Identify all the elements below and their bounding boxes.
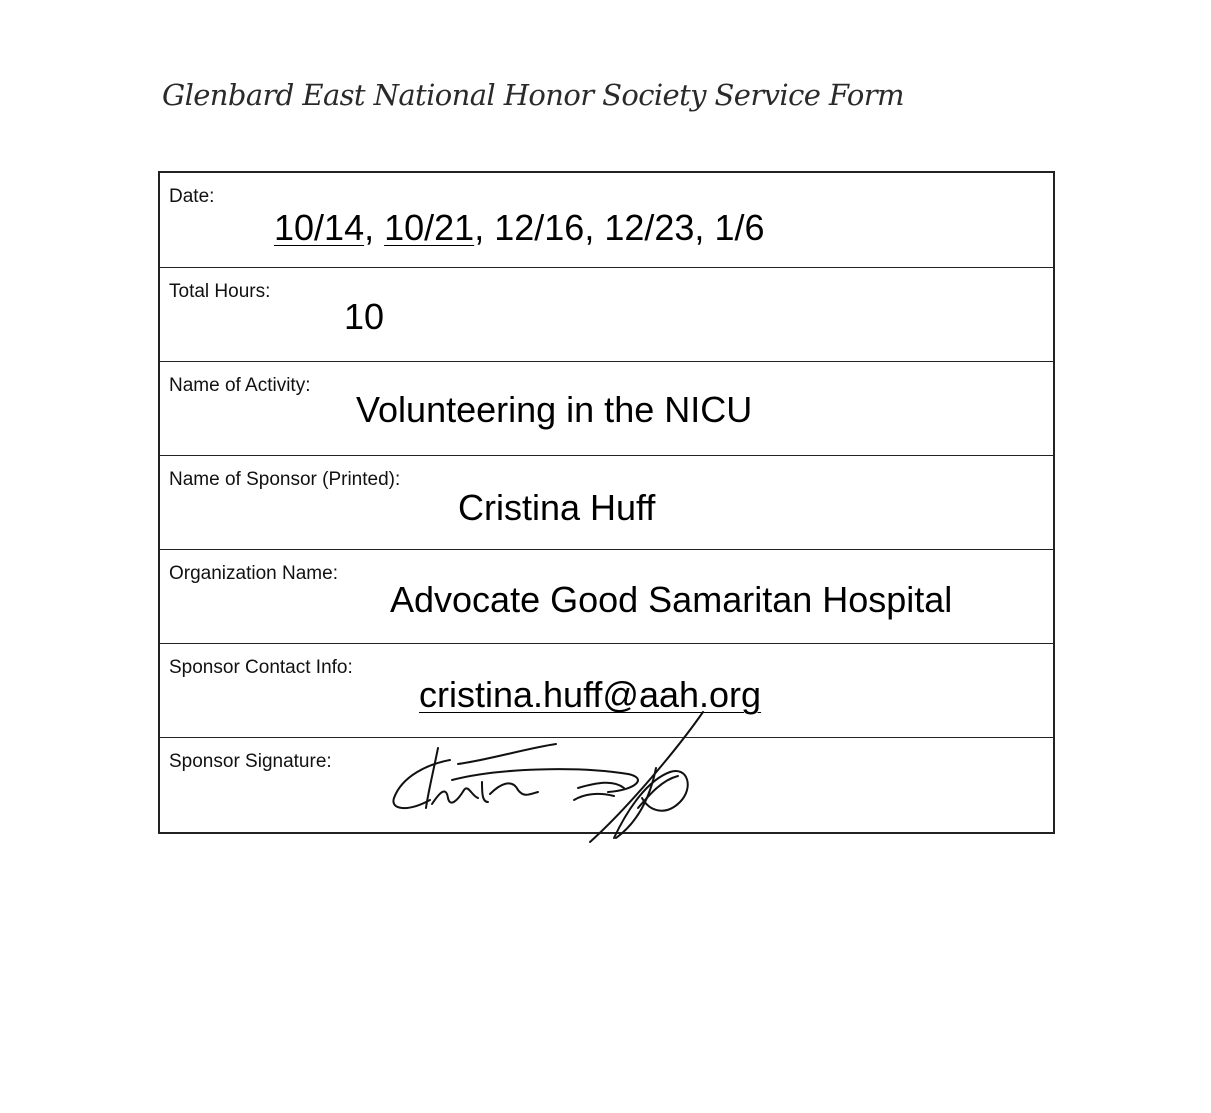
contact-value: cristina.huff@aah.org <box>419 674 762 715</box>
date-entry: 1/6 <box>714 207 765 248</box>
contact-label: Sponsor Contact Info: <box>169 657 353 678</box>
signature-row <box>160 737 1053 834</box>
total-hours-label: Total Hours: <box>169 281 271 302</box>
organization-label: Organization Name: <box>169 563 338 584</box>
total-hours-value: 10 <box>344 296 385 337</box>
date-entry: 12/23 <box>604 207 695 248</box>
form-title: Glenbard East National Honor Society Service Form <box>162 78 904 112</box>
sponsor-name-value: Cristina Huff <box>458 487 656 528</box>
date-entry: 10/21 <box>384 207 475 248</box>
date-value <box>274 207 764 249</box>
date-entry: 10/14 <box>274 207 365 248</box>
organization-row <box>160 549 1053 643</box>
sponsor-name-row <box>160 455 1053 549</box>
activity-row <box>160 361 1053 455</box>
sponsor-name-label: Name of Sponsor (Printed): <box>169 469 401 490</box>
activity-value: Volunteering in the NICU <box>356 389 753 430</box>
date-separator: , <box>364 207 385 248</box>
activity-label: Name of Activity: <box>169 375 311 396</box>
date-separator: , <box>584 207 605 248</box>
date-separator: , <box>474 207 495 248</box>
sponsor-signature <box>388 718 708 843</box>
total-hours-row <box>160 267 1053 361</box>
service-form-table <box>158 171 1055 834</box>
organization-value: Advocate Good Samaritan Hospital <box>390 579 953 620</box>
date-row <box>160 173 1053 267</box>
date-separator: , <box>694 207 715 248</box>
date-entry: 12/16 <box>494 207 585 248</box>
date-label: Date: <box>169 186 215 207</box>
signature-label: Sponsor Signature: <box>169 751 332 772</box>
